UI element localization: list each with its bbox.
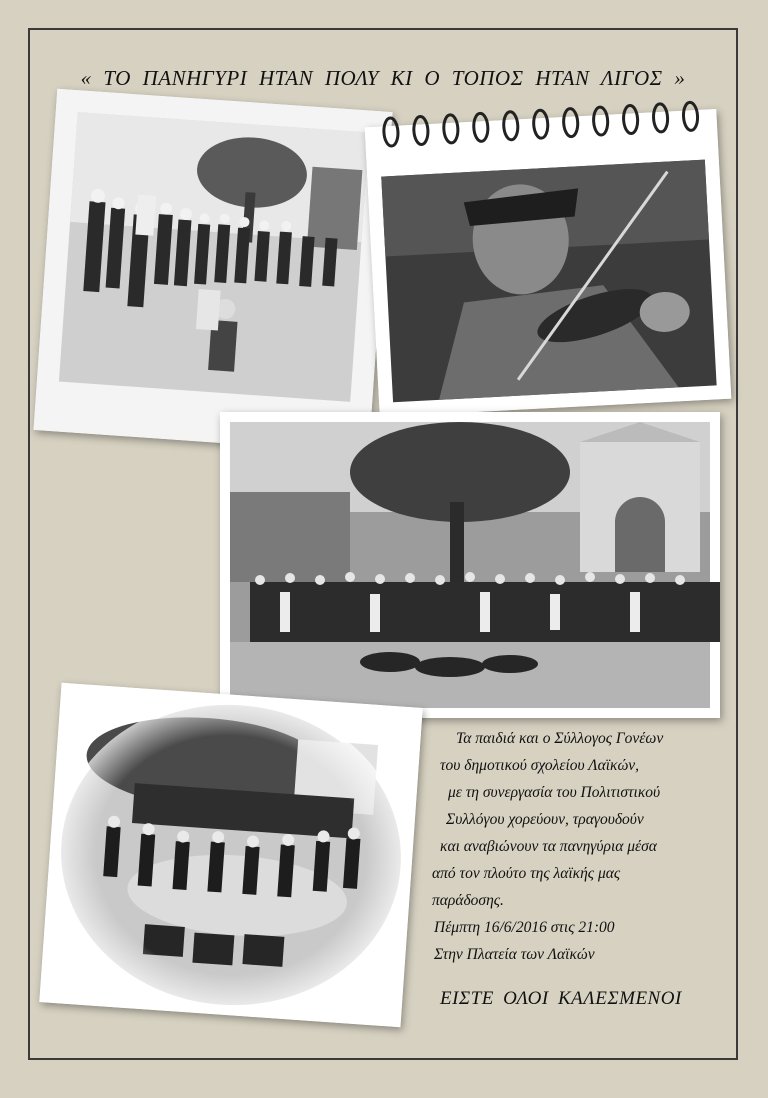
body-line: από τον πλούτο της λαϊκής μας xyxy=(432,865,621,882)
body-line: με τη συνεργασία του Πολιτιστικού xyxy=(448,784,661,801)
village-festival-crowd-photo xyxy=(220,412,720,718)
body-line: και αναβιώνουν τα πανηγύρια μέσα xyxy=(440,838,657,855)
invitation-text xyxy=(430,725,740,968)
circle-dance-photo xyxy=(39,683,422,1027)
violinist-photo xyxy=(365,109,732,417)
children-dancing-photo xyxy=(33,89,392,454)
poster-title: « ΤΟ ΠΑΝΗΓΥΡΙ ΗΤΑΝ ΠΟΛΥ ΚΙ Ο ΤΟΠΟΣ ΗΤΑΝ ΛΙΓΟΣ » xyxy=(80,66,686,90)
body-line: Τα παιδιά και ο Σύλλογος Γονέων xyxy=(456,730,664,747)
event-place: Στην Πλατεία των Λαϊκών xyxy=(434,946,595,963)
body-line: του δημοτικού σχολείου Λαϊκών, xyxy=(440,757,640,774)
body-line: παράδοσης. xyxy=(432,892,504,909)
body-line: Συλλόγου χορεύουν, τραγουδούν xyxy=(446,811,644,828)
event-date: Πέμπτη 16/6/2016 στις 21:00 xyxy=(434,919,615,936)
closing-invitation: ΕΙΣΤΕ ΟΛΟΙ ΚΑΛΕΣΜΕΝΟΙ xyxy=(440,988,682,1009)
